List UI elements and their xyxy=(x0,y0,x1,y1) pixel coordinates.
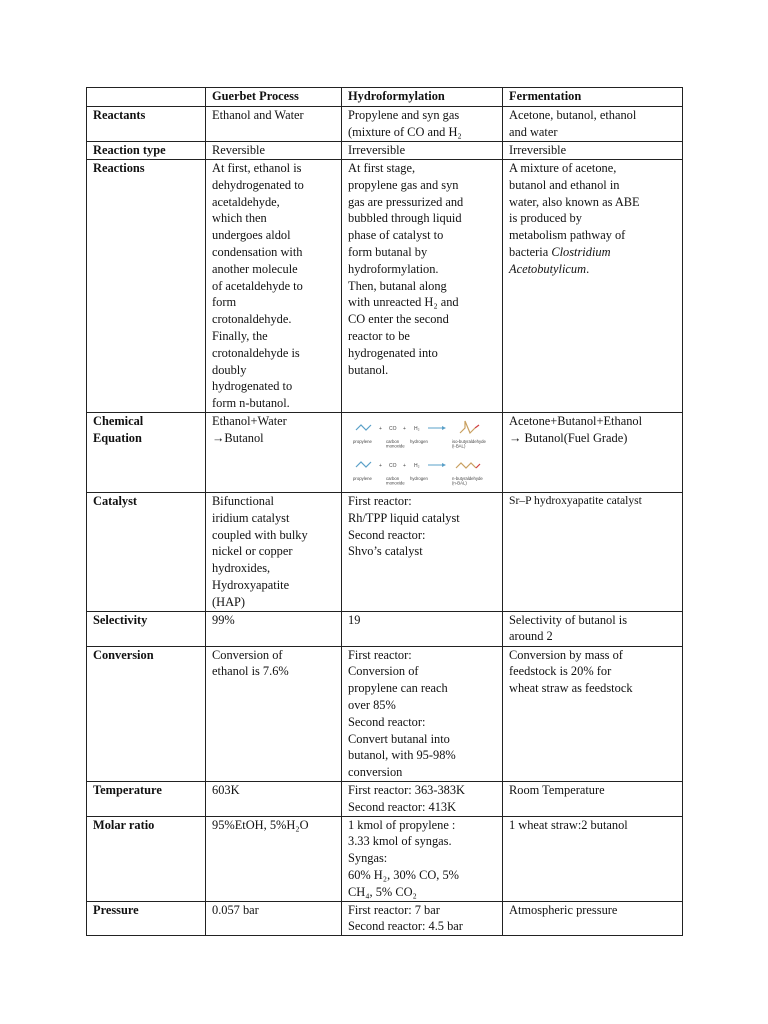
row-label-chemical-equation: Chemical Equation xyxy=(87,412,206,492)
header-fermentation: Fermentation xyxy=(503,88,683,107)
table-header-row xyxy=(87,88,683,107)
cell-catalyst-fermentation: Sr–P hydroxyapatite catalyst xyxy=(503,492,683,611)
h2-formula: H₂ xyxy=(414,425,420,432)
label-n-butyraldehyde: n-butyraldehyde (n-BAL) xyxy=(452,475,483,486)
cell-temperature-hydroformylation: First reactor: 363-383K Second reactor: 413K xyxy=(342,781,503,816)
n-butyraldehyde-structure-icon xyxy=(456,463,476,468)
comparison-table xyxy=(86,87,683,936)
cell-reactions-guerbet: At first, ethanol is dehydrogenated to acetaldehyde, which then undergoes aldol condensation with another molecule of acetaldehyde to form crotonaldehyde. Finally, the crotonaldehyde is doubly hydrogenated to form n-butanol. xyxy=(206,160,342,413)
arrowhead-icon xyxy=(442,426,446,430)
cell-molar-ratio-guerbet: 95%EtOH, 5%H₂O xyxy=(206,816,342,901)
label-iso-butyraldehyde: iso-butyraldehyde (i-BAL) xyxy=(452,438,486,449)
cell-reaction-type-hydroformylation: Irreversible xyxy=(342,142,503,160)
table-row-molar-ratio xyxy=(87,816,683,901)
cell-conversion-guerbet: Conversion of ethanol is 7.6% xyxy=(206,646,342,781)
cell-reactions-fermentation xyxy=(503,160,683,413)
propylene-structure-icon xyxy=(356,462,371,467)
plus-sign: + xyxy=(403,425,406,432)
table-row-selectivity xyxy=(87,611,683,646)
cell-conversion-hydroformylation: First reactor: Conversion of propylene can reach over 85% Second reactor: Convert butanal into butanol, with 95-98% conversion xyxy=(342,646,503,781)
header-guerbet-process: Guerbet Process xyxy=(206,88,342,107)
cell-reactions-hydroformylation: At first stage, propylene gas and syn gas are pressurized and bubbled through liquid phase of catalyst to form butanal by hydroformylation. Then, butanal along with unreacted H₂ and CO enter the second reactor to be hydrogenated into butanol. xyxy=(342,160,503,413)
h2-formula: H₂ xyxy=(414,462,420,469)
header-cell-empty xyxy=(87,88,206,107)
cell-molar-ratio-fermentation: 1 wheat straw:2 butanol xyxy=(503,816,683,901)
cell-temperature-guerbet: 603K xyxy=(206,781,342,816)
bacteria-species-name: Clostridium Acetobutylicum xyxy=(509,244,611,276)
cell-catalyst-hydroformylation: First reactor: Rh/TPP liquid catalyst Second reactor: Shvo’s catalyst xyxy=(342,492,503,611)
label-hydrogen: hydrogen xyxy=(410,475,428,481)
co-formula: CO xyxy=(389,462,397,469)
row-label-reactions: Reactions xyxy=(87,160,206,413)
cell-equation-fermentation: Acetone+Butanol+Ethanol → Butanol(Fuel Grade) xyxy=(503,412,683,492)
plus-sign: + xyxy=(379,425,382,432)
cell-reaction-type-guerbet: Reversible xyxy=(206,142,342,160)
cell-reactants-guerbet: Ethanol and Water xyxy=(206,107,342,142)
carbonyl-bond-icon xyxy=(476,464,480,468)
cell-selectivity-guerbet: 99% xyxy=(206,611,342,646)
plus-sign: + xyxy=(403,462,406,469)
header-hydroformylation: Hydroformylation xyxy=(342,88,503,107)
hydroformylation-reaction-scheme xyxy=(348,413,508,487)
row-label-selectivity: Selectivity xyxy=(87,611,206,646)
cell-equation-hydroformylation xyxy=(342,412,503,492)
table-row-reaction-type xyxy=(87,142,683,160)
cell-catalyst-guerbet: Bifunctional iridium catalyst coupled with bulky nickel or copper hydroxides, Hydroxyapatite (HAP) xyxy=(206,492,342,611)
row-label-reaction-type: Reaction type xyxy=(87,142,206,160)
cell-pressure-hydroformylation: First reactor: 7 bar Second reactor: 4.5 bar xyxy=(342,901,503,936)
table-row-reactions xyxy=(87,160,683,413)
cell-temperature-fermentation: Room Temperature xyxy=(503,781,683,816)
cell-selectivity-hydroformylation: 19 xyxy=(342,611,503,646)
cell-reactants-fermentation: Acetone, butanol, ethanol and water xyxy=(503,107,683,142)
reactions-fermentation-text: A mixture of acetone, butanol and ethanol in water, also known as ABE is produced by metabolism pathway of bacteria xyxy=(509,161,640,259)
carbonyl-bond-icon xyxy=(475,425,479,428)
row-label-temperature: Temperature xyxy=(87,781,206,816)
cell-molar-ratio-hydroformylation: 1 kmol of propylene : 3.33 kmol of syngas. Syngas: 60% H₂, 30% CO, 5% CH₄, 5% CO₂ xyxy=(342,816,503,901)
arrowhead-icon xyxy=(442,463,446,467)
iso-butyraldehyde-structure-icon xyxy=(460,421,475,433)
propylene-structure-icon xyxy=(356,425,371,430)
table-row-reactants xyxy=(87,107,683,142)
table-row-conversion xyxy=(87,646,683,781)
table-row-pressure xyxy=(87,901,683,936)
label-propylene: propylene xyxy=(353,438,372,444)
row-label-reactants: Reactants xyxy=(87,107,206,142)
table-row-catalyst xyxy=(87,492,683,611)
cell-conversion-fermentation: Conversion by mass of feedstock is 20% for wheat straw as feedstock xyxy=(503,646,683,781)
cell-reactants-hydroformylation: Propylene and syn gas (mixture of CO and H₂ xyxy=(342,107,503,142)
row-label-catalyst: Catalyst xyxy=(87,492,206,611)
cell-pressure-guerbet: 0.057 bar xyxy=(206,901,342,936)
cell-pressure-fermentation: Atmospheric pressure xyxy=(503,901,683,936)
table-row-temperature xyxy=(87,781,683,816)
row-label-pressure: Pressure xyxy=(87,901,206,936)
row-label-conversion: Conversion xyxy=(87,646,206,781)
cell-reaction-type-fermentation: Irreversible xyxy=(503,142,683,160)
label-carbon-monoxide: carbon monoxide xyxy=(386,475,405,486)
reactions-fermentation-end: . xyxy=(586,261,590,276)
co-formula: CO xyxy=(389,425,397,432)
row-label-molar-ratio: Molar ratio xyxy=(87,816,206,901)
label-propylene: propylene xyxy=(353,475,372,481)
plus-sign: + xyxy=(379,462,382,469)
cell-equation-guerbet: Ethanol+Water →Butanol xyxy=(206,412,342,492)
label-carbon-monoxide: carbon monoxide xyxy=(386,438,405,449)
cell-selectivity-fermentation: Selectivity of butanol is around 2 xyxy=(503,611,683,646)
table-row-chemical-equation xyxy=(87,412,683,492)
label-hydrogen: hydrogen xyxy=(410,438,428,444)
